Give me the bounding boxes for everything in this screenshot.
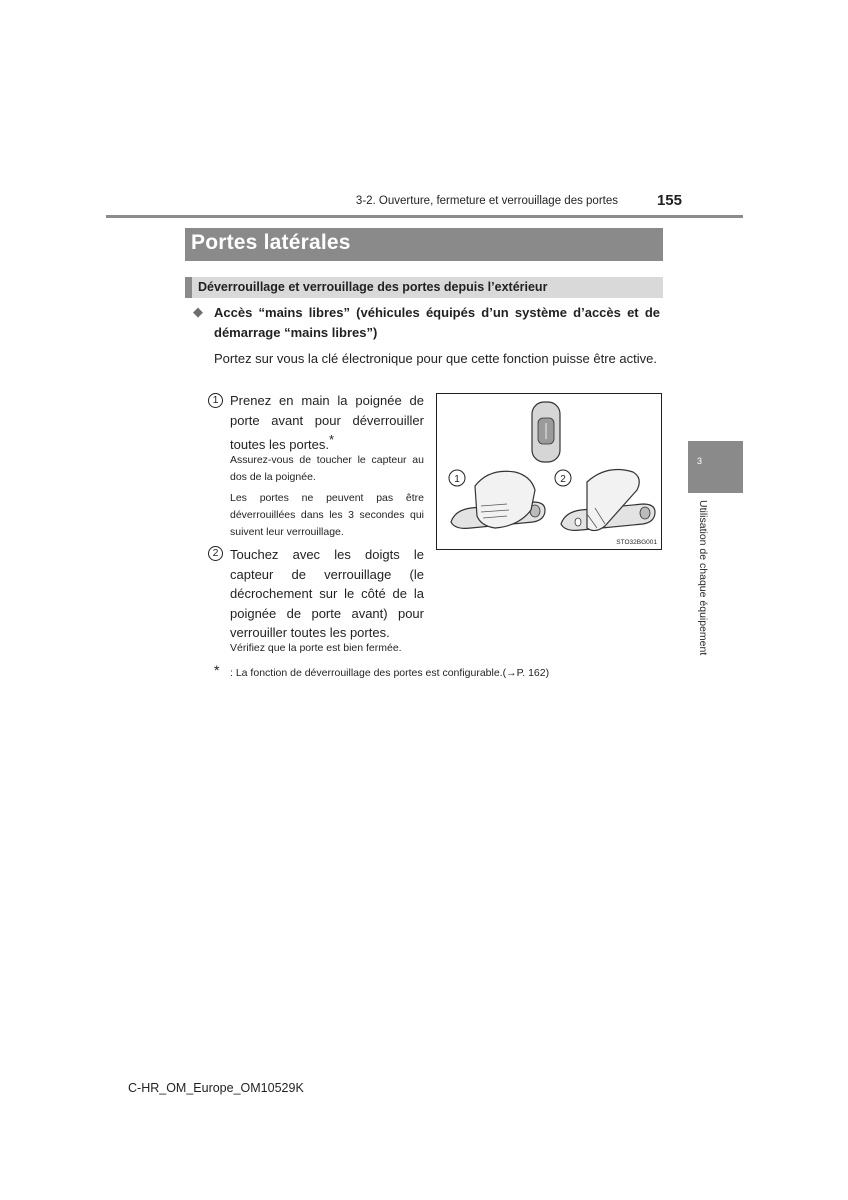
section-title-bar bbox=[185, 228, 663, 261]
subsection-title: Déverrouillage et verrouillage des portes depuis l’extérieur bbox=[198, 280, 548, 294]
figure-code: STO32BG001 bbox=[616, 539, 657, 546]
step-1-note-2: Les portes ne peuvent pas être déverrouillées dans les 3 secondes qui suivent leur verrouillage. bbox=[230, 492, 424, 538]
svg-text:2: 2 bbox=[560, 474, 566, 485]
footnote-text: : La fonction de déverrouillage des portes est configurable.(→P. 162) bbox=[230, 667, 550, 679]
label-1-icon bbox=[449, 470, 465, 486]
handle-touch-icon bbox=[561, 470, 655, 531]
step-1-number-icon: 1 bbox=[208, 393, 223, 408]
section-title: Portes latérales bbox=[191, 231, 351, 254]
chapter-label: Utilisation de chaque équipement bbox=[697, 500, 709, 656]
footer-code: C-HR_OM_Europe_OM10529K bbox=[128, 1081, 304, 1095]
smart-key-icon bbox=[532, 402, 560, 462]
step-1-note-1: Assurez-vous de toucher le capteur au dos de la poignée. bbox=[230, 454, 424, 483]
footnote-marker: * bbox=[214, 662, 220, 678]
step-2-note: Vérifiez que la porte est bien fermée. bbox=[230, 642, 402, 654]
chapter-tab bbox=[688, 441, 743, 493]
bullet-heading: Accès “mains libres” (véhicules équipés d’un système d’accès et de démarrage “mains libres”) bbox=[214, 305, 660, 340]
page-number: 155 bbox=[656, 192, 682, 209]
label-2-icon bbox=[555, 470, 571, 486]
chapter-number: 3 bbox=[697, 456, 703, 466]
step-2-number-icon: 2 bbox=[208, 546, 223, 561]
step-2-text: Touchez avec les doigts le capteur de verrouillage (le décrochement sur le côté de la poignée de porte avant) pour verrouiller toutes les portes. bbox=[230, 547, 424, 640]
step-1-text bbox=[230, 391, 424, 455]
subsection-bar bbox=[185, 277, 663, 298]
diamond-bullet-icon: ◆ bbox=[193, 304, 203, 319]
footnote-ref: * bbox=[329, 432, 335, 447]
intro-paragraph: Portez sur vous la clé électronique pour que cette fonction puisse être active. bbox=[214, 351, 657, 366]
door-handle-illustration bbox=[436, 393, 662, 550]
step-1-body: Prenez en main la poignée de porte avant pour déverrouiller toutes les portes. bbox=[230, 393, 424, 452]
running-header: 3-2. Ouverture, fermeture et verrouillage des portes bbox=[355, 195, 618, 207]
header-rule bbox=[106, 215, 743, 218]
svg-text:1: 1 bbox=[454, 474, 460, 485]
